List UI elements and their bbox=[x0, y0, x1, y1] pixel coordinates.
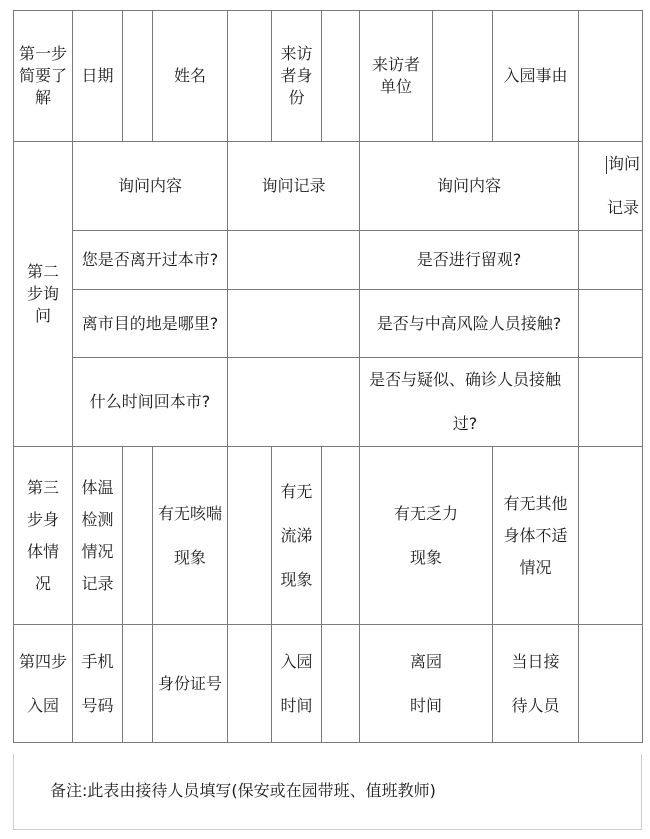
other-label bbox=[493, 447, 579, 625]
inquiry-header-row bbox=[14, 142, 643, 231]
remark-box bbox=[13, 754, 642, 830]
temp-label-text: 体温检测情况记录 bbox=[81, 477, 114, 593]
runny-value[interactable] bbox=[322, 447, 360, 625]
cough-label bbox=[153, 447, 228, 625]
reason-label: 入园事由 bbox=[493, 11, 579, 142]
cough-value[interactable] bbox=[228, 447, 272, 625]
answer-right-3[interactable] bbox=[579, 358, 643, 447]
identity-label-text: 来访者身份 bbox=[280, 44, 313, 107]
other-label-text: 有无其他身体不适情况 bbox=[503, 493, 568, 577]
unit-label-text: 来访者单位 bbox=[371, 55, 420, 96]
remark-text: 备注:此表由接待人员填写(保安或在园带班、值班教师) bbox=[50, 781, 436, 800]
in-time-value[interactable] bbox=[322, 625, 360, 743]
phone-label bbox=[73, 625, 123, 743]
inquiry-row-1 bbox=[14, 231, 643, 290]
step2-label bbox=[14, 142, 73, 447]
receiver-label-text: 当日接待人员 bbox=[511, 651, 560, 715]
receiver-value[interactable] bbox=[579, 625, 643, 743]
in-time-label bbox=[272, 625, 322, 743]
step1-row bbox=[14, 11, 643, 142]
inquiry-record-header-2 bbox=[579, 142, 643, 231]
form-table bbox=[13, 10, 643, 743]
question-left-2: 离市目的地是哪里? bbox=[73, 290, 228, 358]
inquiry-record-header-1: 询问记录 bbox=[228, 142, 360, 231]
other-value[interactable] bbox=[579, 447, 643, 625]
name-value[interactable] bbox=[228, 11, 272, 142]
step1-label-text: 第一步简要了解 bbox=[18, 44, 67, 107]
step3-label bbox=[14, 447, 73, 625]
unit-value[interactable] bbox=[433, 11, 493, 142]
step1-label bbox=[14, 11, 73, 142]
receiver-label bbox=[493, 625, 579, 743]
answer-left-2[interactable] bbox=[228, 290, 360, 358]
name-label: 姓名 bbox=[153, 11, 228, 142]
fatigue-label bbox=[360, 447, 493, 625]
answer-left-1[interactable] bbox=[228, 231, 360, 290]
date-value[interactable] bbox=[123, 11, 153, 142]
out-time-label bbox=[360, 625, 493, 743]
date-label: 日期 bbox=[73, 11, 123, 142]
answer-right-1[interactable] bbox=[579, 231, 643, 290]
inquiry-row-3 bbox=[14, 358, 643, 447]
identity-label bbox=[272, 11, 322, 142]
inquiry-content-header-2: 询问内容 bbox=[360, 142, 579, 231]
question-right-2: 是否与中高风险人员接触? bbox=[360, 290, 579, 358]
question-right-1: 是否进行留观? bbox=[360, 231, 579, 290]
fatigue-label-text: 有无乏力现象 bbox=[393, 503, 458, 567]
answer-right-2[interactable] bbox=[579, 290, 643, 358]
step4-label bbox=[14, 625, 73, 743]
health-row bbox=[14, 447, 643, 625]
phone-label-text: 手机号码 bbox=[81, 651, 114, 715]
temp-label bbox=[73, 447, 123, 625]
inquiry-content-header-1: 询问内容 bbox=[73, 142, 228, 231]
question-right-3-text: 是否与疑似、确诊人员接触过? bbox=[368, 370, 561, 433]
question-right-3 bbox=[360, 358, 579, 447]
runny-label bbox=[272, 447, 322, 625]
id-label: 身份证号 bbox=[153, 625, 228, 743]
inquiry-row-2 bbox=[14, 290, 643, 358]
step3-label-text: 第三步身体情况 bbox=[26, 477, 59, 593]
cough-label-text: 有无咳喘现象 bbox=[157, 503, 222, 567]
reason-value[interactable] bbox=[579, 11, 643, 142]
step4-label-text: 第四步入园 bbox=[18, 651, 67, 715]
id-value[interactable] bbox=[228, 625, 272, 743]
step2-label-text: 第二步询问 bbox=[26, 262, 59, 325]
entry-row bbox=[14, 625, 643, 743]
visitor-registration-form bbox=[13, 10, 642, 743]
unit-label bbox=[360, 11, 433, 142]
temp-value[interactable] bbox=[123, 447, 153, 625]
identity-value[interactable] bbox=[322, 11, 360, 142]
question-left-1: 您是否离开过本市? bbox=[73, 231, 228, 290]
answer-left-3[interactable] bbox=[228, 358, 360, 447]
text-cursor-icon bbox=[606, 156, 607, 174]
inquiry-record-header-2-text: 询问记录 bbox=[606, 154, 641, 217]
out-time-label-text: 离园时间 bbox=[409, 651, 442, 715]
phone-value[interactable] bbox=[123, 625, 153, 743]
in-time-label-text: 入园时间 bbox=[280, 651, 313, 715]
question-left-3: 什么时间回本市? bbox=[73, 358, 228, 447]
runny-label-text: 有无流涕现象 bbox=[280, 481, 313, 589]
